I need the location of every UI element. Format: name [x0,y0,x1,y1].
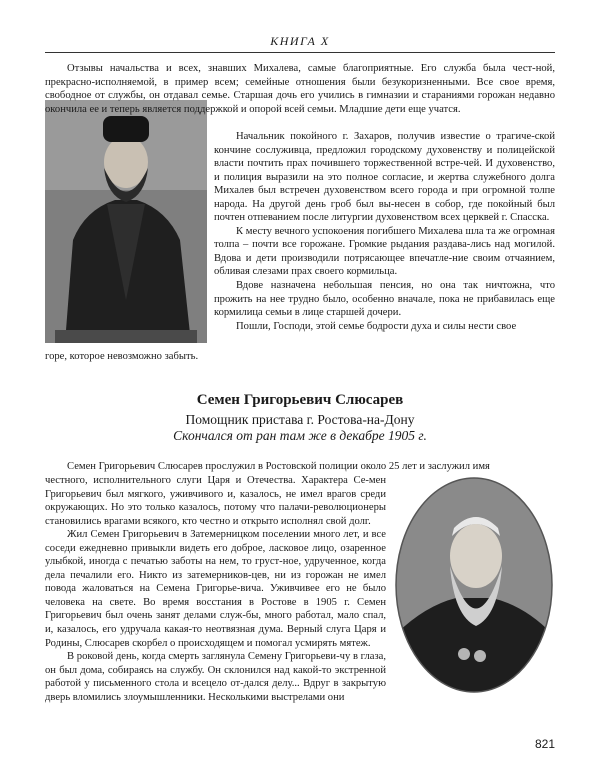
section1-end-line [45,350,555,364]
running-header: КНИГА X [270,34,330,48]
section2-first-line [45,460,555,474]
person-death-note: Скончался от ран там же в декабре 1905 г. [173,428,427,443]
portrait-photo-mikhalev [45,100,207,343]
paragraph: В роковой день, когда смерть заглянула Семену Григорьеви-чу в глаза, он был дома, собираясь на службу. Он склонился над какой-то экстренной работой у письменного стола и всецело от-дался делу... Вдруг в закрытую дверь вломились злоумышленники. Несколькими выстрелами они [45,651,386,703]
paragraph: Жил Семен Григорьевич в Затемерницком поселении много лет, и все соседи ежедневно привыкли видеть его доброе, ласковое лицо, озаренное улыбкой, иногда с печатью заботы на нем, то груст-ное, удрученное, когда дела печалили его. Никто из затемерников-цев, ни из горожан не имел повода жаловаться на Семена Григорье-вича. Уживчивее его не было человека на свете. Во время восстания в Ростове в 1905 г. Семен Григорьевич был очень занят делами служ-бы, много работал, мало спал, и, казалось, его удручала какая-то неотвязная дума. Верный слуга Царя и Родины, Слюсарев скорбел о происходящем и помогал усмирять мятеж. [45,529,386,649]
header-rule [45,52,555,53]
page-number: 821 [534,737,555,751]
person-position: Помощник пристава г. Ростова-на-Дону [185,412,415,427]
paragraph: К месту вечного успокоения погибшего Михалева шла та же огромная толпа – почти все горожане. Громкие рыдания раздава-лись над могилой. Вдова и дети производили потрясающее впечатле-ние своим отчаянием, обливая слезами прах своего кормильца. [214,225,555,278]
person-name-heading: Семен Григорьевич Слюсарев [196,392,404,408]
portrait-photo-slyusarev [394,476,554,694]
paragraph: горе, которое невозможно забыть. [45,351,199,362]
section1-right-column [214,130,555,333]
paragraph: Пошли, Господи, этой семье бодрости духа и силы нести свое [236,320,517,332]
section1-top-text [45,62,555,116]
paragraph: Семен Григорьевич Слюсарев прослужил в Ростовской полиции около 25 лет и заслужил имя [67,461,490,472]
paragraph: честного, исполнительного слуги Царя и Отечества. Характера Се-мен Григорьевич был мягкого, уживчивого и, казалось, не имел врагов среди окружающих. Но это только казалось, потому что палачи-революционеры становились врагами всякого, кто честно и открыто исполнял свой долг. [45,475,386,527]
paragraph: Вдове назначена небольшая пенсия, но она так ничтожна, что прожить на нее трудно было, особенно вначале, пока не прибавилась еще кормилица семьи в лице старшей дочери. [214,280,555,319]
section2-left-column [45,474,386,704]
paragraph: Начальник покойного г. Захаров, получив известие о трагиче-ской кончине сослуживца, предложил городскому духовенству и полицейской власти почтить прах почившего торжественной встре-чей. И духовенство, и полиция выразили на это полное согласие, и жертва служебного долга Михалев был встречен духовенством всего города и при огромной толпе народа. На другой день гроб был вы-несен в собор, где покойный был почтен отпеванием после литургии духовенством всех церквей г. Спасска. [214,131,555,224]
paragraph: Отзывы начальства и всех, знавших Михалева, самые благоприятные. Его служба была чест-ной, прекрасно-исполняемой, в пример всем; семейные отношения были безукоризненными. Все свое время, свободное от службы, он отдавал семье. Старшая дочь его учились в гимназии и стараниями горожан недавно окончила ее и теперь является поддержкой и опорой всей семьи. Младшие дети еще учатся. [45,63,555,115]
